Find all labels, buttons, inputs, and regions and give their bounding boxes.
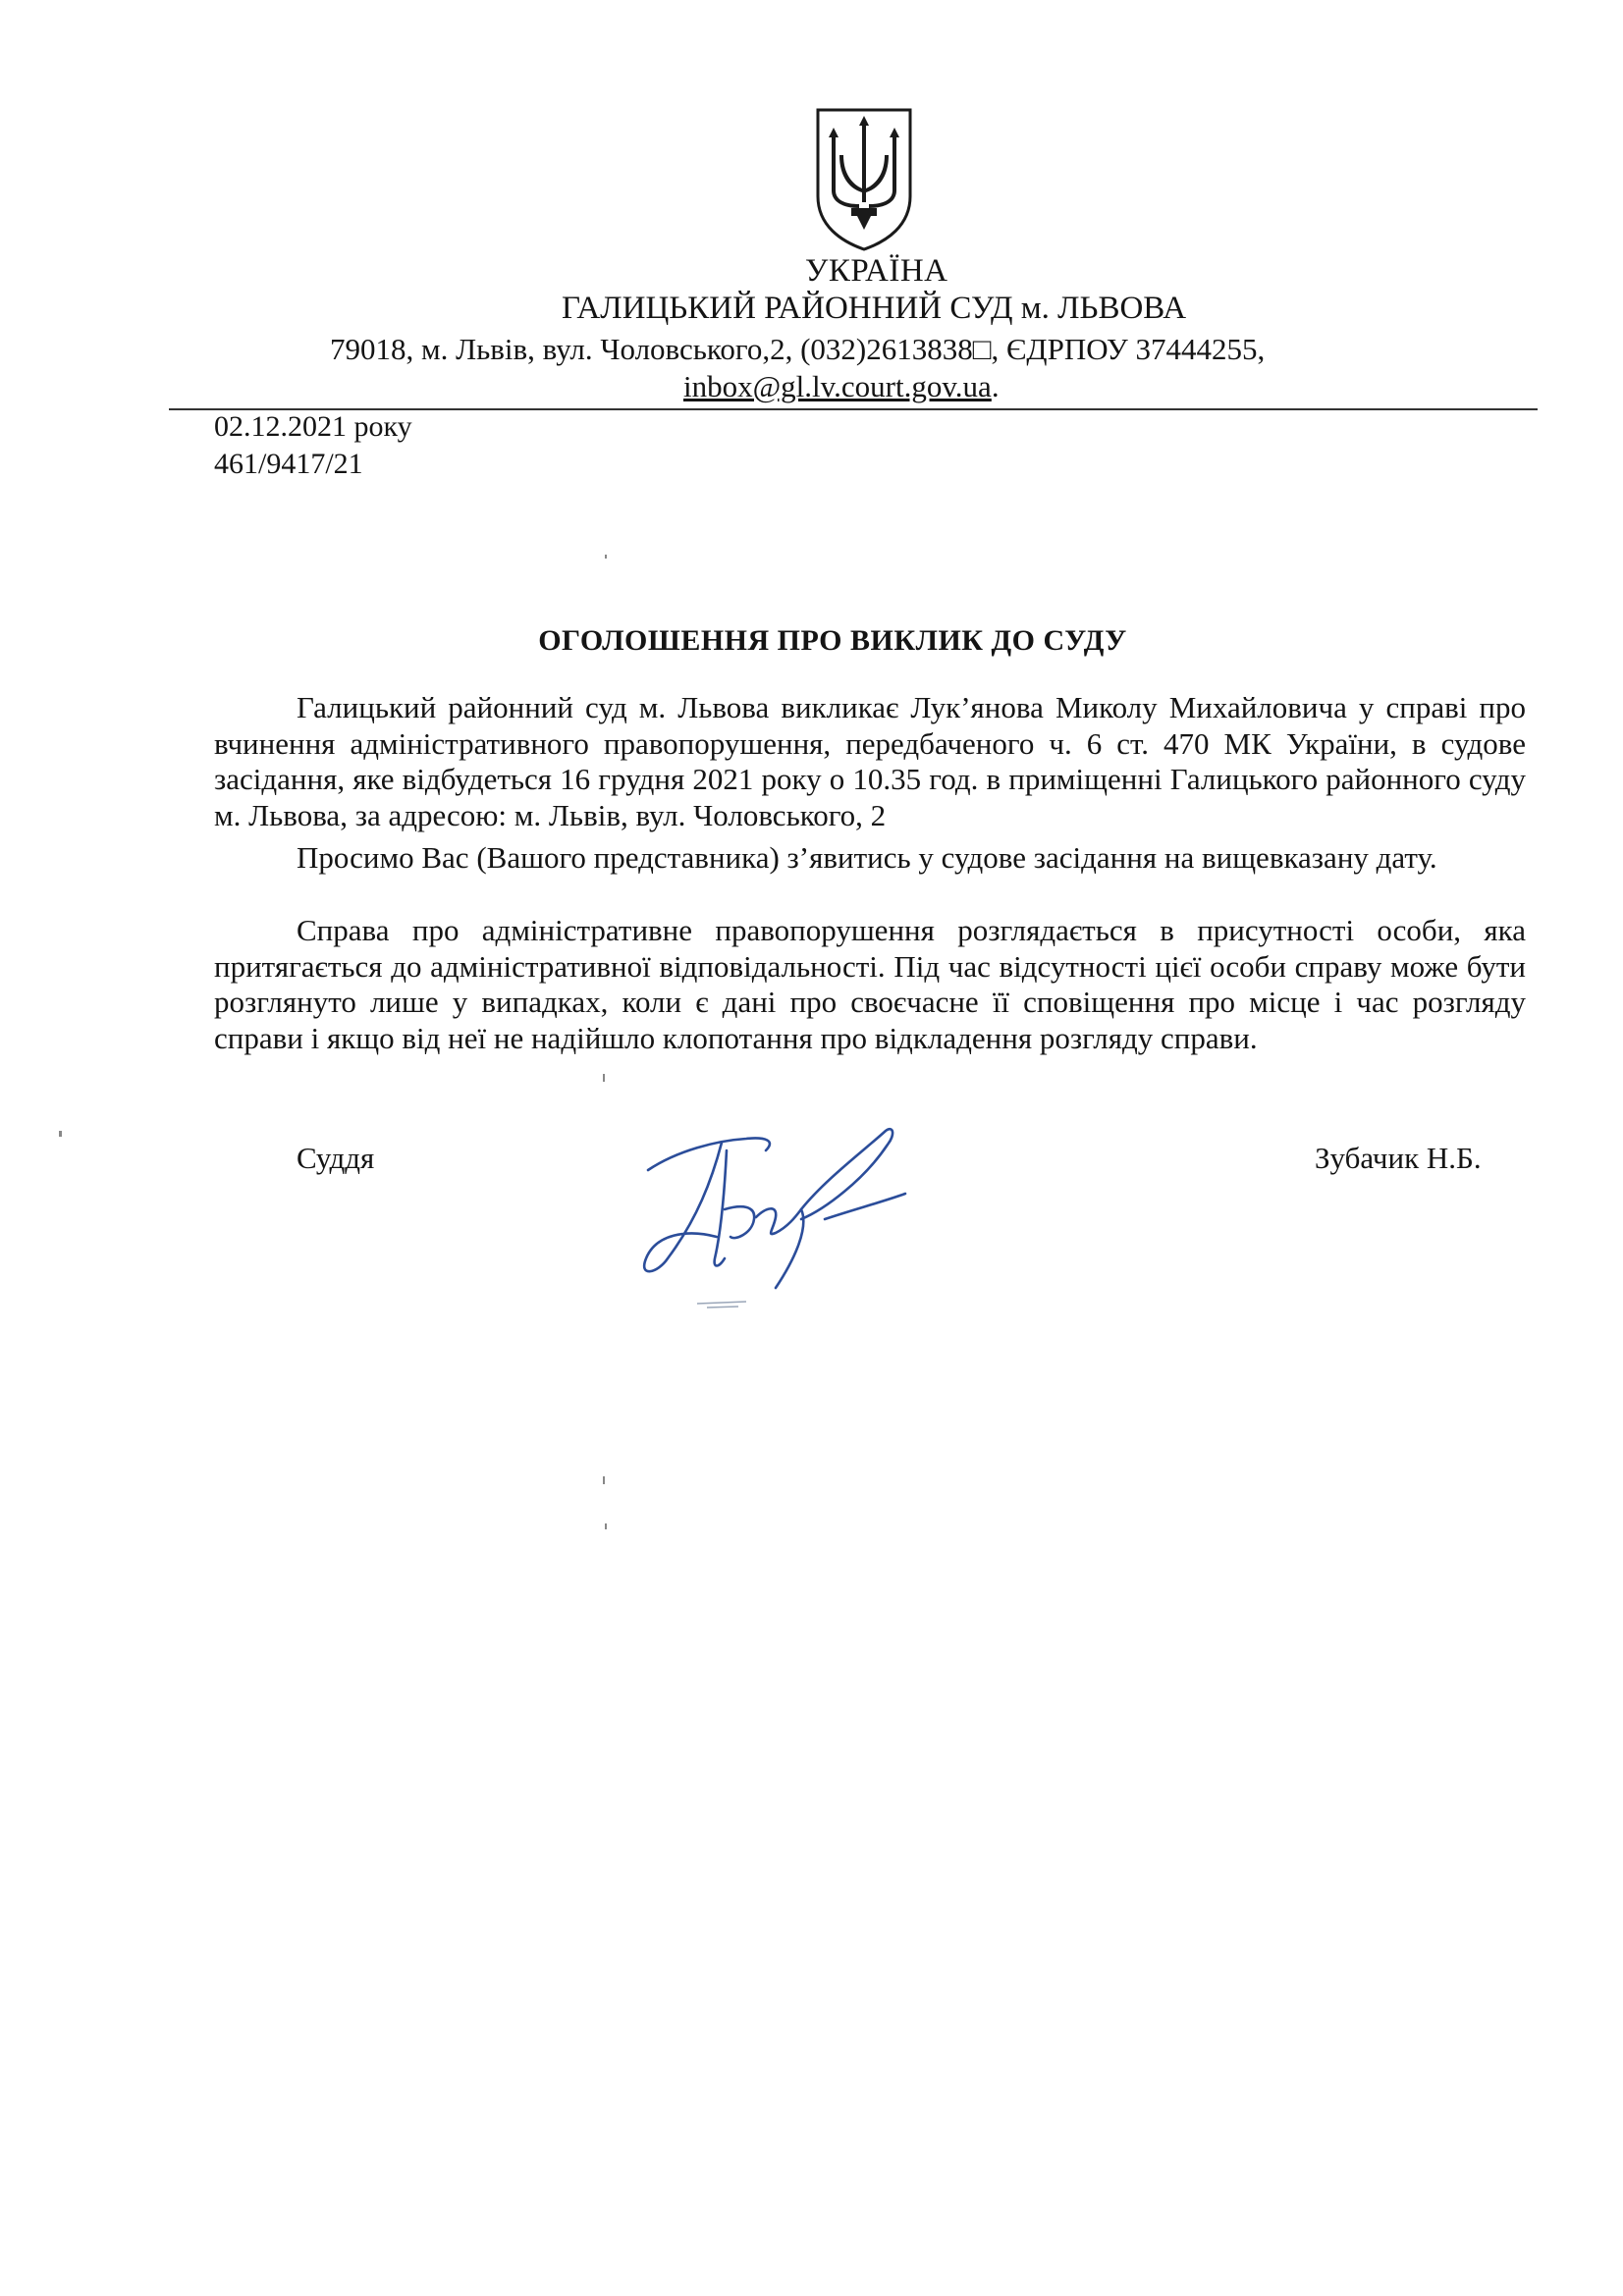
country-heading: УКРАЇНА [805, 253, 948, 289]
scan-speck [59, 1131, 62, 1137]
judge-label: Суддя [297, 1141, 375, 1175]
judge-name: Зубачик Н.Б. [1315, 1141, 1482, 1175]
paragraph-text: Справа про адміністративне правопорушення розглядається в присутності особи, яка притягається до адміністративної відповідальності. Під час відсутності цієї особи справу може бути розглянуто лише у випадках, коли є дані про своєчасне її сповіщення про місце і час розгляду справи і якщо від неї не надійшло клопотання про відкладення розгляду справи. [214, 913, 1526, 1055]
court-name-heading: ГАЛИЦЬКИЙ РАЙОННИЙ СУД м. ЛЬВОВА [561, 291, 1187, 326]
scan-speck [603, 1476, 605, 1484]
paragraph-procedure [214, 913, 1526, 1056]
case-number: 461/9417/21 [214, 448, 363, 480]
scan-speck [605, 1523, 607, 1529]
court-email-link[interactable]: inbox@gl.lv.court.gov.ua [683, 369, 992, 403]
scan-speck [605, 555, 607, 559]
document-date: 02.12.2021 року [214, 410, 412, 443]
paragraph-request [214, 840, 1526, 877]
paragraph-text: Галицький районний суд м. Львова викликає Лук’янова Миколу Михайловича у справі про вчинення адміністративного правопорушення, передбаченого ч. 6 ст. 470 МК України, в судове засідання, яке відбудеться 16 грудня 2021 року о 10.35 год. в приміщенні Галицького районного суду м. Львова, за адресою: м. Львів, вул. Чоловського, 2 [214, 690, 1526, 832]
email-suffix: . [991, 369, 1000, 403]
paragraph-summons [214, 690, 1526, 833]
handwritten-signature [628, 1111, 943, 1317]
paragraph-text: Просимо Вас (Вашого представника) з’явитись у судове засідання на вищевказану дату. [297, 840, 1437, 875]
document-title: ОГОЛОШЕННЯ ПРО ВИКЛИК ДО СУДУ [538, 624, 1127, 657]
court-email-line [683, 369, 1000, 404]
scan-speck [603, 1074, 605, 1082]
coat-of-arms-icon [814, 106, 914, 251]
court-address: 79018, м. Львів, вул. Чоловського,2, (032)2613838□, ЄДРПОУ 37444255, [330, 332, 1266, 366]
